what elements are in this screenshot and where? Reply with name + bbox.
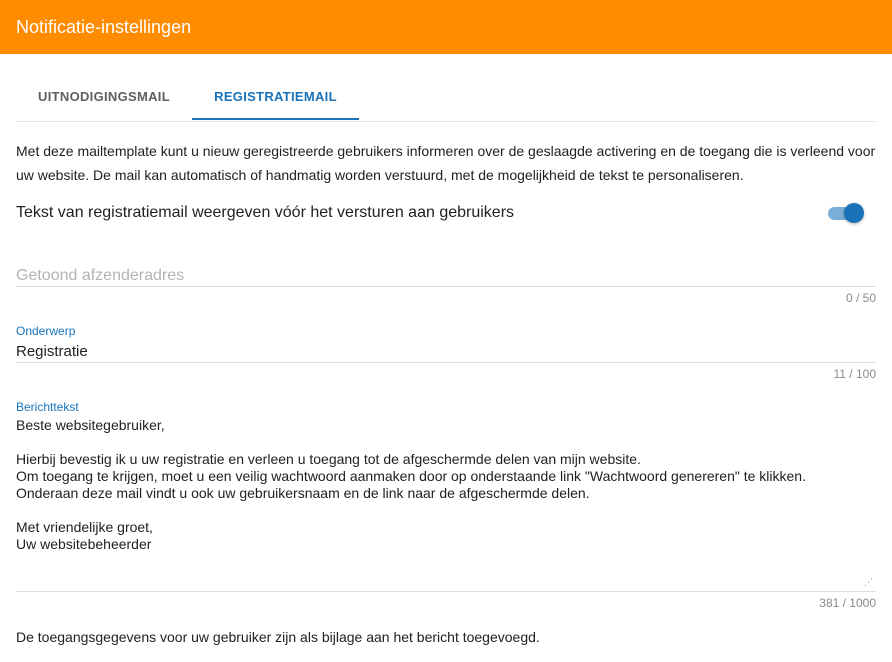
- sender-address-field: [16, 262, 876, 307]
- subject-label: Onderwerp: [16, 324, 76, 338]
- subject-underline: [16, 362, 876, 363]
- sender-address-input[interactable]: [16, 265, 876, 287]
- dialog-title: Notificatie-instellingen: [16, 17, 192, 37]
- message-body-underline: [16, 591, 876, 592]
- subject-input[interactable]: [16, 341, 876, 361]
- dialog-header: [0, 0, 892, 54]
- sender-address-counter: 0 / 50: [845, 291, 876, 305]
- subject-counter: 11 / 100: [833, 367, 876, 381]
- attachment-note: De toegangsgegevens voor uw gebruiker zijn als bijlage aan het bericht toegevoegd.: [16, 629, 540, 645]
- tab-bar: [16, 76, 876, 122]
- message-body-label: Berichttekst: [16, 400, 79, 414]
- message-body-counter: 381 / 1000: [819, 596, 876, 610]
- resize-handle-icon[interactable]: ⋰: [864, 577, 873, 587]
- sender-address-underline: [16, 286, 876, 287]
- message-body-field: [16, 398, 876, 612]
- subject-field: [16, 322, 876, 382]
- tab-uitnodigingsmail[interactable]: UITNODIGINGSMAIL: [38, 89, 170, 104]
- preview-toggle-label: Tekst van registratiemail weergeven vóór het versturen aan gebruikers: [16, 204, 515, 221]
- intro-text: Met deze mailtemplate kunt u nieuw geregistreerde gebruikers informeren over de geslaagde activering en de toegang die is verleend voor uw website. De mail kan automatisch of handmatig worden verstuurd, met de mogelijkheid de tekst te personaliseren.: [16, 143, 876, 183]
- active-tab-indicator: [192, 118, 359, 120]
- message-body-textarea[interactable]: [16, 417, 876, 587]
- preview-toggle-switch[interactable]: [827, 202, 865, 224]
- switch-thumb: [844, 203, 864, 223]
- tab-registratiemail[interactable]: REGISTRATIEMAIL: [214, 89, 337, 104]
